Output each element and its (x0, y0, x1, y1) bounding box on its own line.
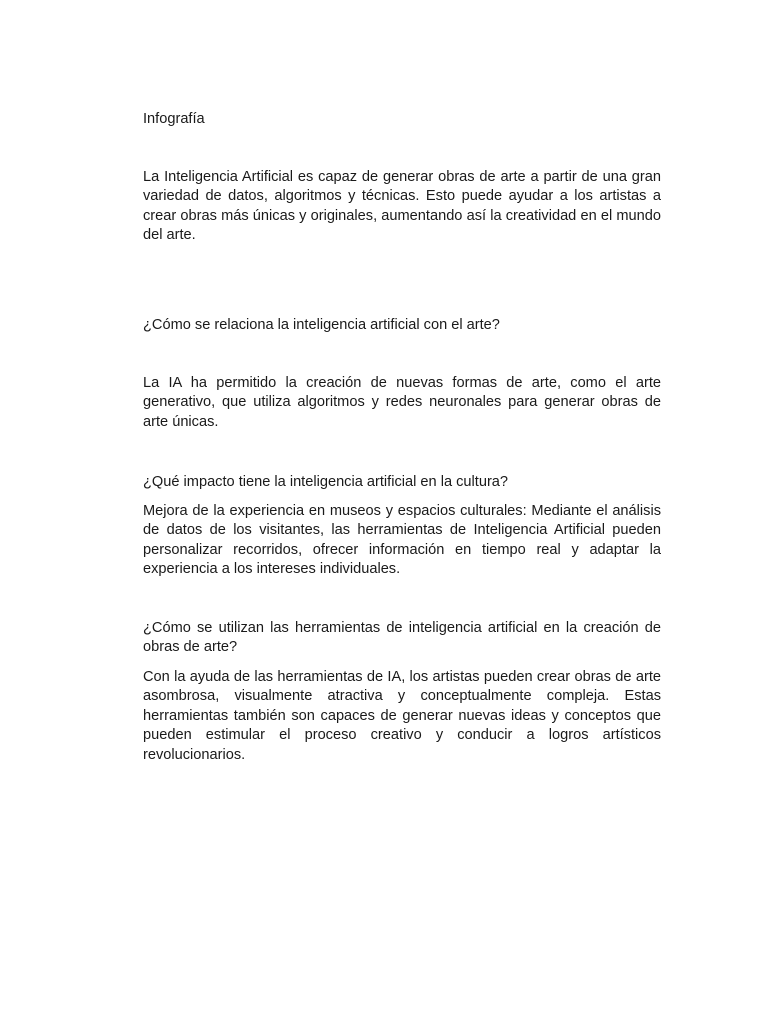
section-answer-2: Mejora de la experiencia en museos y espacios culturales: Mediante el análisis de datos de los visitantes, las herramientas de Inteligencia Artificial pueden personalizar recorridos, ofrecer información en tiempo real y adaptar la experiencia a los intereses individuales. (143, 503, 661, 578)
section-question-3: ¿Cómo se utilizan las herramientas de inteligencia artificial en la creación de obras de arte? (143, 620, 661, 656)
section-answer-1: La IA ha permitido la creación de nuevas formas de arte, como el arte generativo, que utiliza algoritmos y redes neuronales para generar obras de arte únicas. (143, 375, 661, 430)
section-question-2: ¿Qué impacto tiene la inteligencia artificial en la cultura? (143, 474, 509, 490)
section-question-1: ¿Cómo se relaciona la inteligencia artificial con el arte? (143, 317, 500, 333)
intro-paragraph: La Inteligencia Artificial es capaz de generar obras de arte a partir de una gran variedad de datos, algoritmos y técnicas. Esto puede ayudar a los artistas a crear obras más únicas y originales, aumentando así la creatividad en el mundo del arte. (143, 169, 661, 244)
section-answer-3: Con la ayuda de las herramientas de IA, los artistas pueden crear obras de arte asombrosa, visualmente atractiva y conceptualmente compleja. Estas herramientas también son capaces de generar nuevas ideas y conceptos que pueden estimular el proceso creativo y conducir a logros artísticos revolucionarios. (143, 669, 661, 763)
document-title: Infografía (143, 111, 205, 127)
